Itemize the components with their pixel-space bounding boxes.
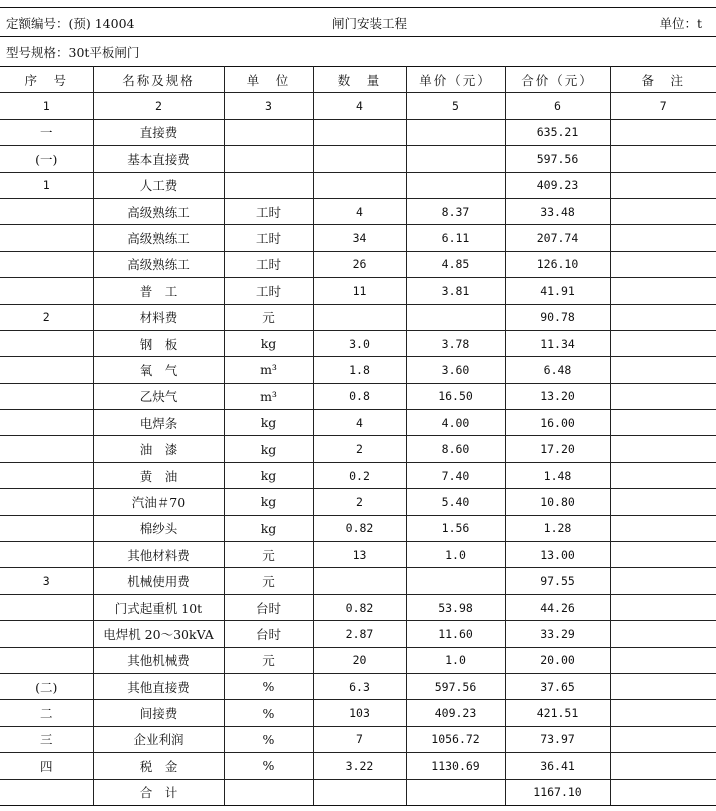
table-row <box>0 146 716 172</box>
item-note <box>610 621 716 647</box>
item-unit: % <box>224 726 313 752</box>
item-unit <box>224 779 313 805</box>
table-row <box>0 726 716 752</box>
item-quantity: 4 <box>313 198 406 224</box>
model-spec: 型号规格：30t平板闸门 <box>6 45 140 60</box>
item-note <box>610 726 716 752</box>
item-name: 电焊条 <box>93 410 224 436</box>
item-quantity: 103 <box>313 700 406 726</box>
item-name: 人工费 <box>93 172 224 198</box>
item-note <box>610 673 716 699</box>
col-number: 6 <box>505 93 610 119</box>
item-total: 1.28 <box>505 515 610 541</box>
item-name: 其他材料费 <box>93 542 224 568</box>
item-unit-price: 6.11 <box>406 225 505 251</box>
item-total: 597.56 <box>505 146 610 172</box>
row-number <box>0 594 93 620</box>
item-name: 汽油＃70 <box>93 489 224 515</box>
item-unit: 元 <box>224 304 313 330</box>
item-total: 36.41 <box>505 753 610 779</box>
col-header-note: 备 注 <box>610 67 716 93</box>
item-quantity: 0.8 <box>313 383 406 409</box>
item-total: 635.21 <box>505 119 610 145</box>
item-quantity: 1.8 <box>313 357 406 383</box>
item-unit: % <box>224 753 313 779</box>
col-number: 1 <box>0 93 93 119</box>
item-quantity: 2.87 <box>313 621 406 647</box>
item-note <box>610 410 716 436</box>
item-unit-price: 7.40 <box>406 462 505 488</box>
item-total: 11.34 <box>505 330 610 356</box>
item-total: 97.55 <box>505 568 610 594</box>
item-note <box>610 304 716 330</box>
item-total: 33.29 <box>505 621 610 647</box>
table-row <box>0 673 716 699</box>
item-note <box>610 753 716 779</box>
item-unit-price: 53.98 <box>406 594 505 620</box>
item-total: 44.26 <box>505 594 610 620</box>
item-unit-price <box>406 779 505 805</box>
row-number <box>0 410 93 436</box>
column-number-row <box>0 93 716 119</box>
table-row <box>0 330 716 356</box>
item-unit: 工时 <box>224 278 313 304</box>
item-name: 电焊机 20～30kVA <box>93 621 224 647</box>
item-quantity: 3.22 <box>313 753 406 779</box>
item-total: 1167.10 <box>505 779 610 805</box>
item-name: 企业利润 <box>93 726 224 752</box>
item-unit-price: 3.78 <box>406 330 505 356</box>
col-header-price: 单价（元） <box>406 67 505 93</box>
item-note <box>610 462 716 488</box>
item-unit <box>224 172 313 198</box>
item-note <box>610 198 716 224</box>
row-number: 2 <box>0 304 93 330</box>
item-quantity <box>313 779 406 805</box>
table-row <box>0 568 716 594</box>
item-unit: 工时 <box>224 198 313 224</box>
row-number: 四 <box>0 753 93 779</box>
item-quantity: 34 <box>313 225 406 251</box>
item-unit-price: 3.81 <box>406 278 505 304</box>
item-unit <box>224 119 313 145</box>
document-header <box>0 7 716 34</box>
item-name: 机械使用费 <box>93 568 224 594</box>
row-number: 三 <box>0 726 93 752</box>
item-unit-price: 1.0 <box>406 542 505 568</box>
item-quantity: 26 <box>313 251 406 277</box>
item-total: 409.23 <box>505 172 610 198</box>
row-number: (一) <box>0 146 93 172</box>
item-name: 黄 油 <box>93 462 224 488</box>
col-number: 3 <box>224 93 313 119</box>
item-name: 间接费 <box>93 700 224 726</box>
item-name: 高级熟练工 <box>93 198 224 224</box>
item-note <box>610 383 716 409</box>
item-total: 207.74 <box>505 225 610 251</box>
quota-code: 定额编号：(预) 14004 <box>6 16 135 31</box>
item-unit: kg <box>224 330 313 356</box>
item-note <box>610 594 716 620</box>
model-spec-row <box>0 36 716 63</box>
item-unit: 工时 <box>224 251 313 277</box>
table-row <box>0 489 716 515</box>
page-title: 闸门安装工程 <box>332 16 408 31</box>
item-unit-price: 409.23 <box>406 700 505 726</box>
item-unit-price <box>406 146 505 172</box>
item-total: 37.65 <box>505 673 610 699</box>
row-number <box>0 542 93 568</box>
item-name: 高级熟练工 <box>93 251 224 277</box>
item-unit: kg <box>224 515 313 541</box>
item-quantity: 11 <box>313 278 406 304</box>
item-unit-price <box>406 568 505 594</box>
item-name: 门式起重机 10t <box>93 594 224 620</box>
item-name: 棉纱头 <box>93 515 224 541</box>
item-note <box>610 700 716 726</box>
item-quantity: 4 <box>313 410 406 436</box>
item-unit-price: 1.0 <box>406 647 505 673</box>
item-name: 税 金 <box>93 753 224 779</box>
item-quantity: 2 <box>313 489 406 515</box>
column-header-row <box>0 67 716 93</box>
table-row <box>0 594 716 620</box>
row-number <box>0 779 93 805</box>
item-unit: 工时 <box>224 225 313 251</box>
item-unit: % <box>224 700 313 726</box>
item-name: 其他直接费 <box>93 673 224 699</box>
item-unit-price <box>406 304 505 330</box>
item-unit: % <box>224 673 313 699</box>
item-total: 1.48 <box>505 462 610 488</box>
item-name: 普 工 <box>93 278 224 304</box>
col-number: 5 <box>406 93 505 119</box>
col-header-no: 序 号 <box>0 67 93 93</box>
item-note <box>610 568 716 594</box>
item-unit: kg <box>224 489 313 515</box>
item-total: 16.00 <box>505 410 610 436</box>
row-number: 3 <box>0 568 93 594</box>
col-number: 4 <box>313 93 406 119</box>
item-quantity: 3.0 <box>313 330 406 356</box>
item-name: 氧 气 <box>93 357 224 383</box>
row-number <box>0 198 93 224</box>
item-unit-price: 1.56 <box>406 515 505 541</box>
row-number: (二) <box>0 673 93 699</box>
item-total: 421.51 <box>505 700 610 726</box>
item-name: 乙炔气 <box>93 383 224 409</box>
row-number <box>0 357 93 383</box>
item-unit-price <box>406 172 505 198</box>
row-number <box>0 330 93 356</box>
item-name: 高级熟练工 <box>93 225 224 251</box>
item-unit-price: 8.60 <box>406 436 505 462</box>
item-total: 20.00 <box>505 647 610 673</box>
table-row <box>0 700 716 726</box>
item-note <box>610 357 716 383</box>
item-name: 直接费 <box>93 119 224 145</box>
table-row <box>0 198 716 224</box>
item-total: 41.91 <box>505 278 610 304</box>
item-unit-price: 1056.72 <box>406 726 505 752</box>
item-unit-price <box>406 119 505 145</box>
row-number <box>0 251 93 277</box>
item-unit-price: 4.85 <box>406 251 505 277</box>
table-row <box>0 225 716 251</box>
item-quantity <box>313 304 406 330</box>
item-total: 10.80 <box>505 489 610 515</box>
item-note <box>610 146 716 172</box>
col-header-name: 名称及规格 <box>93 67 224 93</box>
row-number: 一 <box>0 119 93 145</box>
item-unit-price: 597.56 <box>406 673 505 699</box>
row-number: 1 <box>0 172 93 198</box>
item-unit-price: 8.37 <box>406 198 505 224</box>
table-row <box>0 621 716 647</box>
item-total: 90.78 <box>505 304 610 330</box>
item-quantity <box>313 146 406 172</box>
table-row <box>0 753 716 779</box>
unit-label: 单位：t <box>659 16 702 31</box>
item-note <box>610 119 716 145</box>
row-number <box>0 225 93 251</box>
item-quantity: 6.3 <box>313 673 406 699</box>
table-row <box>0 779 716 805</box>
row-number <box>0 515 93 541</box>
item-unit: 元 <box>224 568 313 594</box>
table-row <box>0 462 716 488</box>
quota-table <box>0 66 716 806</box>
table-row <box>0 304 716 330</box>
item-note <box>610 779 716 805</box>
table-row <box>0 436 716 462</box>
table-row <box>0 410 716 436</box>
item-unit-price: 5.40 <box>406 489 505 515</box>
item-note <box>610 225 716 251</box>
item-unit: kg <box>224 410 313 436</box>
row-number <box>0 647 93 673</box>
item-total: 6.48 <box>505 357 610 383</box>
item-quantity <box>313 568 406 594</box>
table-row <box>0 383 716 409</box>
row-number <box>0 436 93 462</box>
item-unit-price: 4.00 <box>406 410 505 436</box>
item-name: 合 计 <box>93 779 224 805</box>
col-number: 7 <box>610 93 716 119</box>
col-number: 2 <box>93 93 224 119</box>
item-name: 基本直接费 <box>93 146 224 172</box>
table-row <box>0 542 716 568</box>
col-header-total: 合价（元） <box>505 67 610 93</box>
table-row <box>0 172 716 198</box>
col-header-unit: 单 位 <box>224 67 313 93</box>
item-note <box>610 542 716 568</box>
item-note <box>610 647 716 673</box>
table-row <box>0 278 716 304</box>
item-note <box>610 515 716 541</box>
item-total: 33.48 <box>505 198 610 224</box>
row-number <box>0 621 93 647</box>
item-note <box>610 172 716 198</box>
col-header-qty: 数 量 <box>313 67 406 93</box>
item-unit: 元 <box>224 647 313 673</box>
table-row <box>0 357 716 383</box>
item-total: 13.20 <box>505 383 610 409</box>
item-note <box>610 330 716 356</box>
item-quantity: 0.82 <box>313 594 406 620</box>
table-row <box>0 515 716 541</box>
item-unit-price: 16.50 <box>406 383 505 409</box>
row-number <box>0 489 93 515</box>
quota-body <box>0 93 716 806</box>
item-quantity: 0.82 <box>313 515 406 541</box>
table-row <box>0 647 716 673</box>
item-unit: m³ <box>224 383 313 409</box>
item-unit: m³ <box>224 357 313 383</box>
item-unit: kg <box>224 436 313 462</box>
item-unit: 台时 <box>224 621 313 647</box>
item-total: 13.00 <box>505 542 610 568</box>
item-unit-price: 1130.69 <box>406 753 505 779</box>
item-unit-price: 3.60 <box>406 357 505 383</box>
item-quantity: 7 <box>313 726 406 752</box>
item-unit: 元 <box>224 542 313 568</box>
item-unit <box>224 146 313 172</box>
row-number <box>0 278 93 304</box>
item-unit: 台时 <box>224 594 313 620</box>
item-quantity <box>313 172 406 198</box>
item-quantity <box>313 119 406 145</box>
item-note <box>610 251 716 277</box>
item-note <box>610 278 716 304</box>
item-total: 73.97 <box>505 726 610 752</box>
item-quantity: 20 <box>313 647 406 673</box>
row-number <box>0 462 93 488</box>
item-name: 油 漆 <box>93 436 224 462</box>
item-note <box>610 489 716 515</box>
row-number: 二 <box>0 700 93 726</box>
item-name: 其他机械费 <box>93 647 224 673</box>
item-total: 17.20 <box>505 436 610 462</box>
table-row <box>0 251 716 277</box>
item-name: 材料费 <box>93 304 224 330</box>
item-note <box>610 436 716 462</box>
item-unit-price: 11.60 <box>406 621 505 647</box>
row-number <box>0 383 93 409</box>
item-quantity: 13 <box>313 542 406 568</box>
item-total: 126.10 <box>505 251 610 277</box>
table-row <box>0 119 716 145</box>
item-quantity: 2 <box>313 436 406 462</box>
item-unit: kg <box>224 462 313 488</box>
item-name: 钢 板 <box>93 330 224 356</box>
item-quantity: 0.2 <box>313 462 406 488</box>
